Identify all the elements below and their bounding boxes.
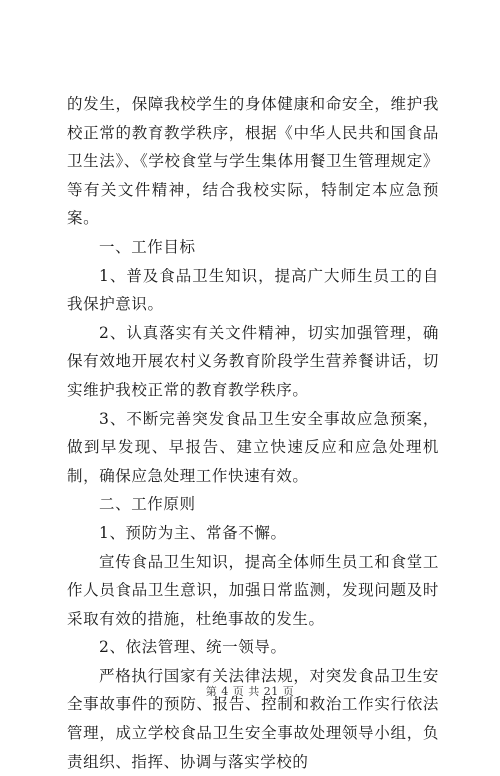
- paragraph-principle-2-detail: 严格执行国家有关法律法规，对突发食品卫生安全事故事件的预防、报告、控制和救治工作实行依法管理，成立学校食品卫生安全事故处理领导小组，负责组织、指挥、协调与落实学校的: [67, 666, 439, 771]
- paragraph-principle-1: 1、预防为主、常备不懈。: [99, 523, 287, 542]
- paragraph-goal-3: 3、不断完善突发食品卫生安全事故应急预案，做到早发现、早报告、建立快速反应和应急处理机制，确保应急处理工作快速有效。: [67, 409, 439, 485]
- section-heading-work-principles: 二、工作原则: [99, 495, 196, 514]
- paragraph-continuation: 的发生，保障我校学生的身体健康和命安全，维护我校正常的教育教学秩序，根据《中华人民共和国食品卫生法》、《学校食堂与学生集体用餐卫生管理规定》等有关文件精神，结合我校实际，特制定本应急预案。: [67, 95, 439, 228]
- paragraph-goal-2: 2、认真落实有关文件精神，切实加强管理，确保有效地开展农村义务教育阶段学生营养餐讲话，切实维护我校正常的教育教学秩序。: [67, 323, 439, 399]
- document-body: [67, 90, 439, 776]
- section-heading-work-goals: 一、工作目标: [99, 237, 196, 256]
- paragraph-principle-1-detail: 宣传食品卫生知识，提高全体师生员工和食堂工作人员食品卫生意识，加强日常监测，发现问题及时采取有效的措施，杜绝事故的发生。: [67, 552, 439, 628]
- paragraph-goal-1: 1、普及食品卫生知识，提高广大师生员工的自我保护意识。: [67, 266, 439, 314]
- paragraph-principle-2: 2、依法管理、统一领导。: [99, 638, 287, 657]
- page-number-footer: 第 4 页 共 21 页: [205, 685, 295, 698]
